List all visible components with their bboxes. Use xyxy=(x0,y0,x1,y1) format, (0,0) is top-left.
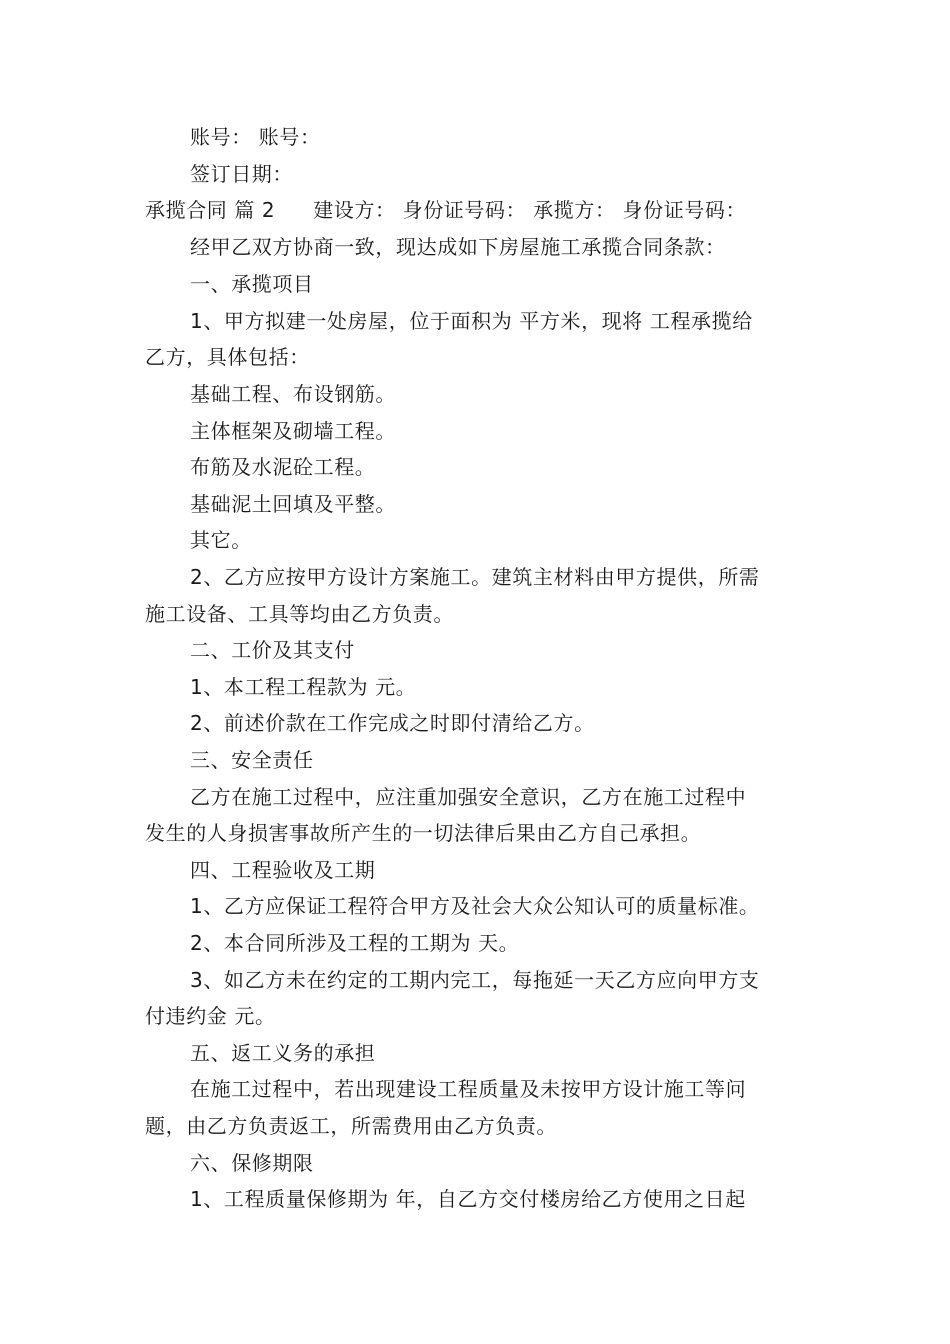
clause-1-2-line-1: 2、乙方应按甲方设计方案施工。建筑主材料由甲方提供，所需 xyxy=(190,565,760,589)
section-heading-5: 五、返工义务的承担 xyxy=(190,1041,376,1065)
sign-date-line: 签订日期： xyxy=(190,162,293,186)
clause-2-2: 2、前述价款在工作完成之时即付清给乙方。 xyxy=(190,711,595,735)
clause-2-1: 1、本工程工程款为 元。 xyxy=(190,675,417,699)
intro-paragraph: 经甲乙双方协商一致，现达成如下房屋施工承揽合同条款： xyxy=(190,235,726,259)
scope-item: 基础泥土回填及平整。 xyxy=(190,492,396,516)
section-heading-3: 三、安全责任 xyxy=(190,748,314,772)
clause-6-1: 1、工程质量保修期为 年，自乙方交付楼房给乙方使用之日起 xyxy=(190,1187,746,1211)
clause-1-2-line-2: 施工设备、工具等均由乙方负责。 xyxy=(145,602,454,626)
scope-item: 主体框架及砌墙工程。 xyxy=(190,419,396,443)
clause-1-1-line-1: 1、甲方拟建一处房屋，位于面积为 平方米，现将 工程承揽给 xyxy=(190,309,753,333)
section-heading-6: 六、保修期限 xyxy=(190,1151,314,1175)
contract-header-line xyxy=(145,197,815,223)
section-heading-1: 一、承揽项目 xyxy=(190,272,314,296)
clause-4-3-line-1: 3、如乙方未在约定的工期内完工，每拖延一天乙方应向甲方支 xyxy=(190,968,760,992)
section-heading-4: 四、工程验收及工期 xyxy=(190,858,376,882)
scope-item: 其它。 xyxy=(190,528,252,552)
scope-item: 基础工程、布设钢筋。 xyxy=(190,382,396,406)
clause-4-2: 2、本合同所涉及工程的工期为 天。 xyxy=(190,931,520,955)
clause-4-3-line-2: 付违约金 元。 xyxy=(145,1004,276,1028)
scope-item: 布筋及水泥砼工程。 xyxy=(190,455,376,479)
clause-5-line-1: 在施工过程中，若出现建设工程质量及未按甲方设计施工等问 xyxy=(190,1077,747,1101)
clause-5-line-2: 题，由乙方负责返工，所需费用由乙方负责。 xyxy=(145,1114,557,1138)
section-heading-2: 二、工价及其支付 xyxy=(190,638,355,662)
clause-3-line-2: 发生的人身损害事故所产生的一切法律后果由乙方自己承担。 xyxy=(145,821,702,845)
clause-1-1-line-2: 乙方，具体包括： xyxy=(145,345,310,369)
contract-title: 承揽合同 篇 2 xyxy=(145,198,276,222)
clause-3-line-1: 乙方在施工过程中，应注重加强安全意识，乙方在施工过程中 xyxy=(190,785,747,809)
clause-4-1: 1、乙方应保证工程符合甲方及社会大众公知认可的质量标准。 xyxy=(190,894,760,918)
parties-fields: 建设方： 身份证号码： 承揽方： 身份证号码： xyxy=(313,198,747,222)
account-line: 账号： 账号： xyxy=(190,125,321,149)
